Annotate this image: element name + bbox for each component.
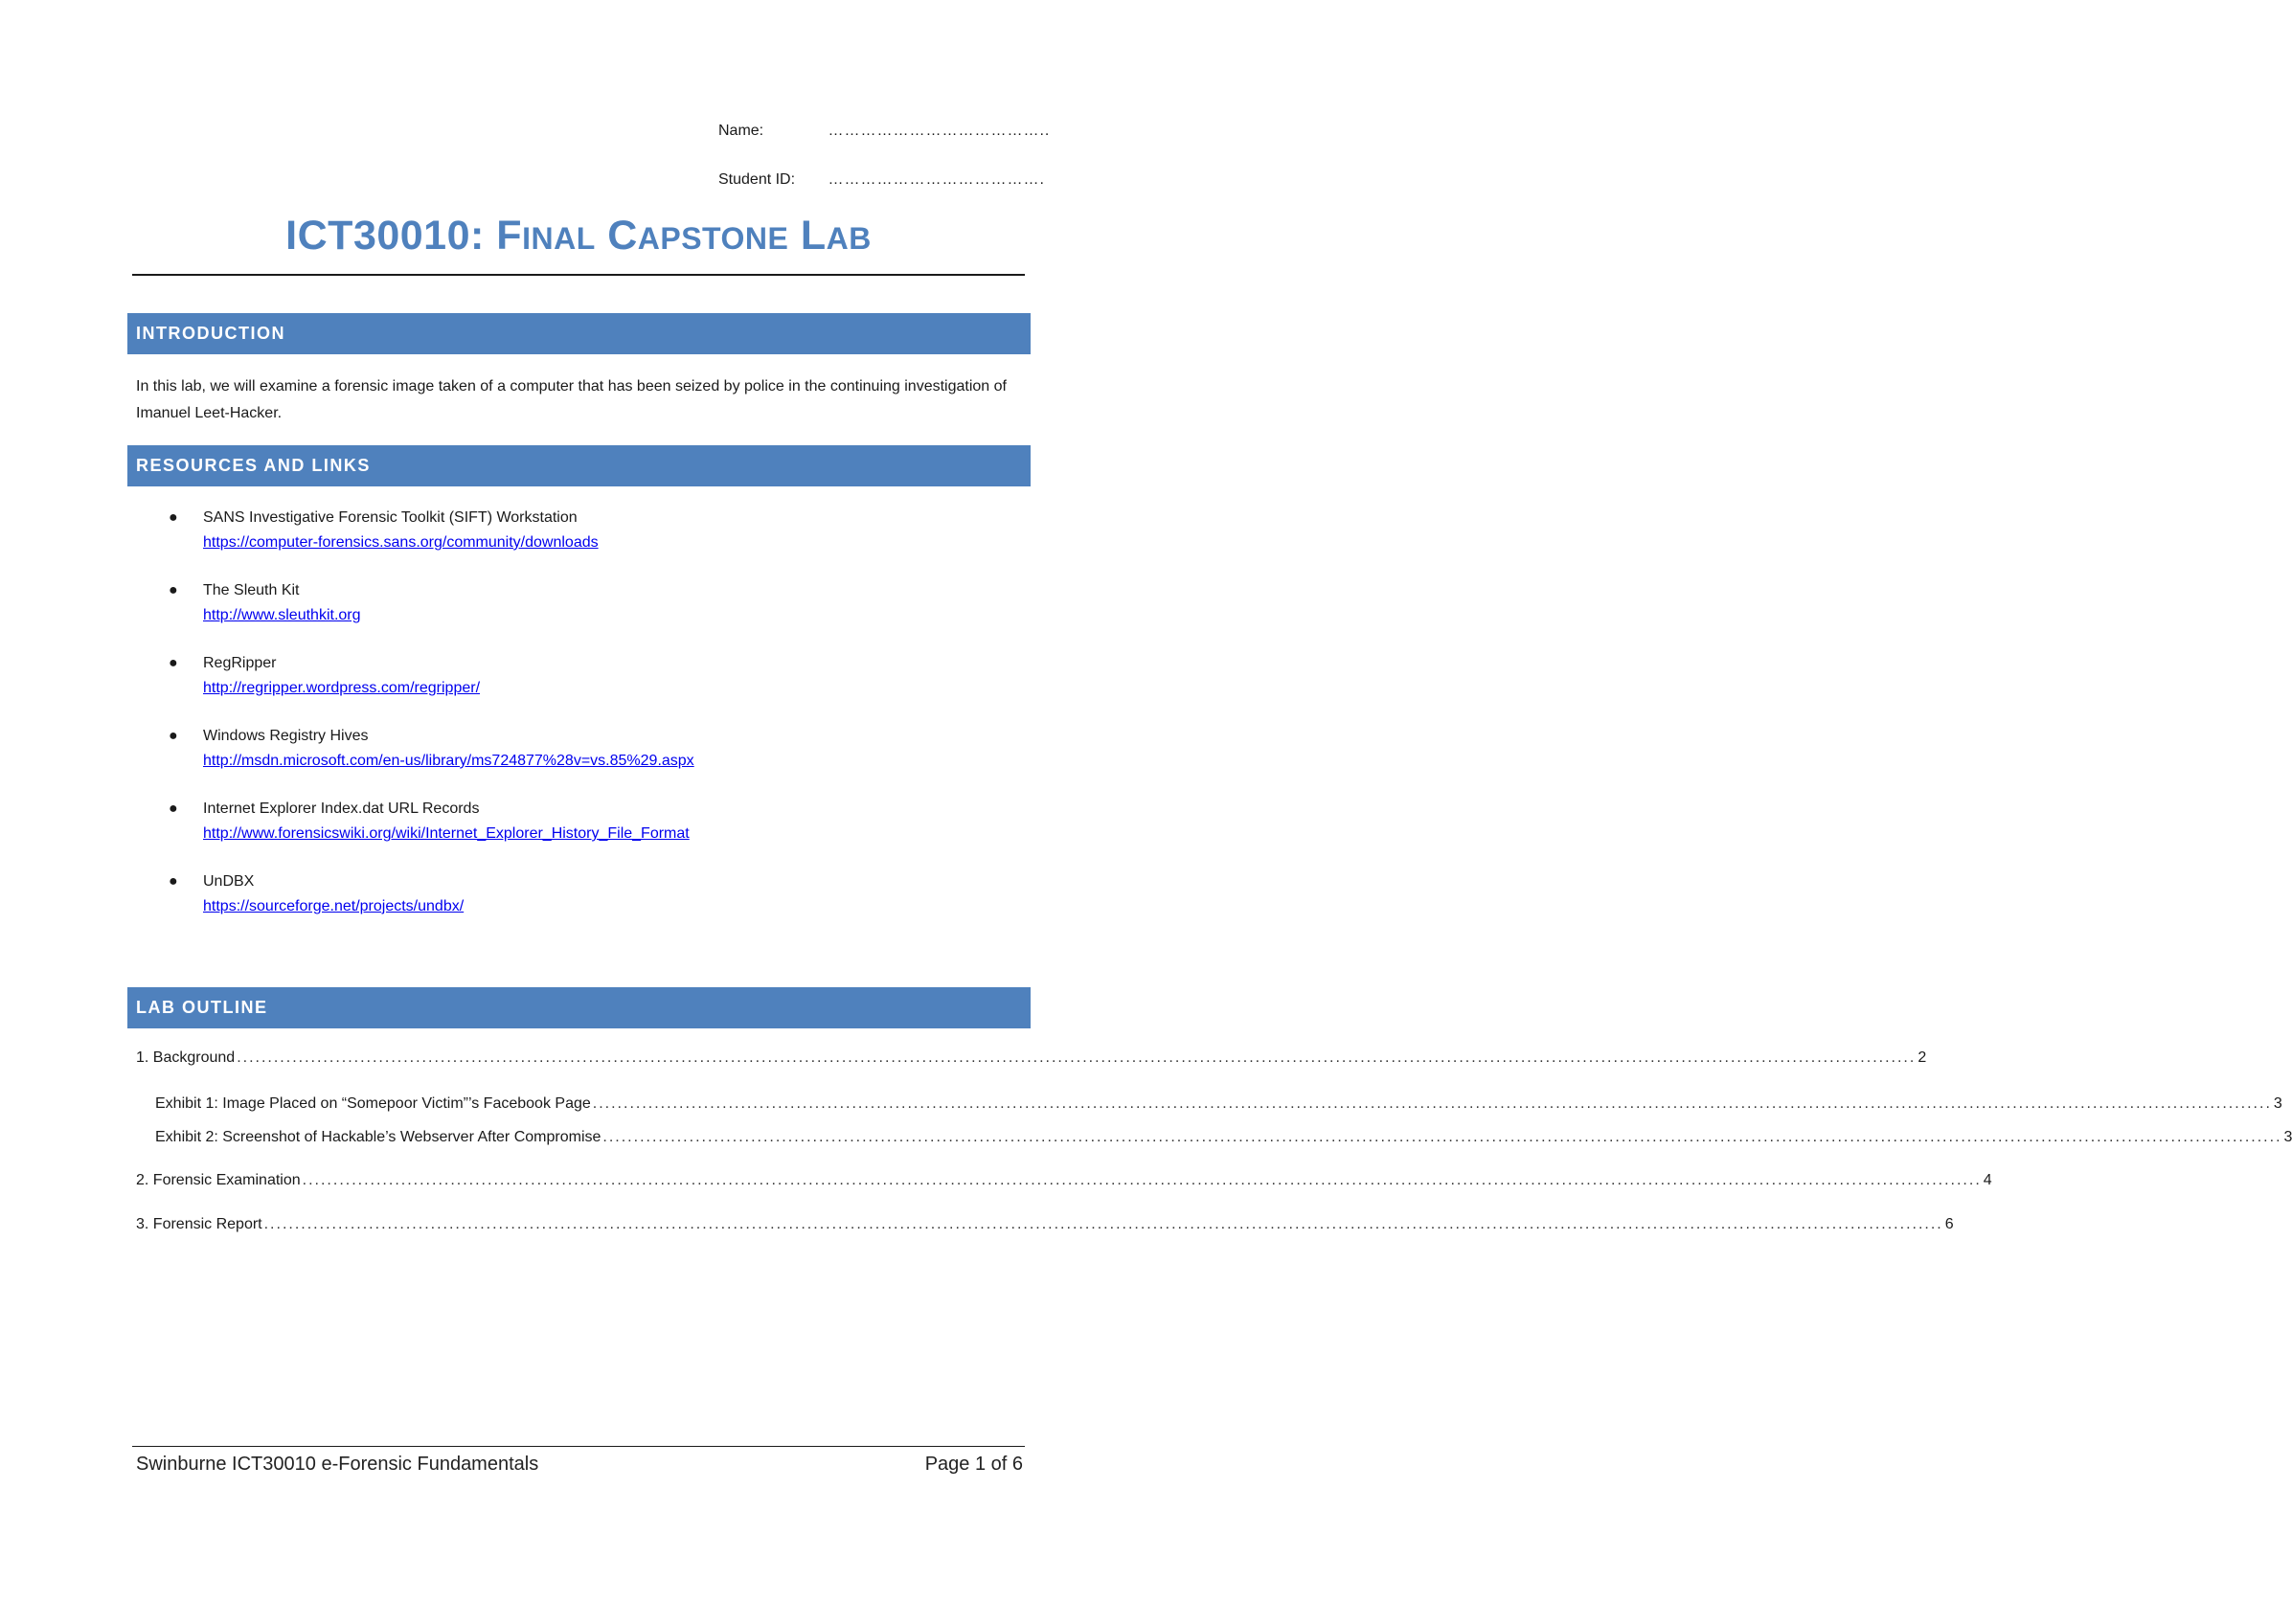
resource-link[interactable]: https://computer-forensics.sans.org/community/downloads [203, 534, 599, 551]
resource-link[interactable]: http://www.sleuthkit.org [203, 607, 361, 623]
toc-page-number: 2 [1918, 1049, 1927, 1066]
resource-item [136, 869, 1027, 942]
resource-item [136, 724, 1027, 797]
toc-entry-exhibit-2[interactable]: Exhibit 2: Screenshot of Hackable’s Webserver After Compromise ................................................................................................................................................................................................................................................................................ 3 [155, 1127, 1019, 1148]
resource-item [136, 506, 1027, 578]
introduction-paragraph: In this lab, we will examine a forensic image taken of a computer that has been seized by police in the continuing investigation of Imanuel Leet-Hacker. [136, 378, 1007, 421]
name-value: ………………………………….. [828, 123, 1051, 139]
resource-name: UnDBX [203, 873, 255, 890]
toc-page-number: 3 [2283, 1129, 2292, 1145]
toc-entry-background[interactable]: 1. Background ................................................................................................................................................................................................................................................................................ 2 [136, 1048, 1019, 1069]
resource-link[interactable]: http://regripper.wordpress.com/regripper/ [203, 680, 481, 696]
resource-name: SANS Investigative Forensic Toolkit (SIFT) Workstation [203, 509, 578, 526]
toc-page-number: 4 [1983, 1172, 1992, 1188]
resource-name: The Sleuth Kit [203, 582, 300, 598]
resource-item [136, 651, 1027, 724]
toc-leader: ................................................................................................................................................................................................................................................................................ [602, 1129, 2282, 1145]
resource-item [136, 578, 1027, 651]
toc-entry-forensic-examination[interactable]: 2. Forensic Examination ................................................................................................................................................................................................................................................................................ 4 [136, 1170, 1019, 1191]
toc-leader: ................................................................................................................................................................................................................................................................................ [237, 1049, 1917, 1066]
title-divider [132, 274, 1025, 276]
bullet-icon: ● [169, 801, 178, 817]
student-id-field [718, 171, 1045, 189]
resource-link[interactable]: https://sourceforge.net/projects/undbx/ [203, 898, 465, 914]
resource-link[interactable]: http://www.forensicswiki.org/wiki/Internet_Explorer_History_File_Format [203, 825, 690, 842]
student-id-value: …………………………………. [828, 171, 1045, 188]
toc-entry-exhibit-1[interactable]: Exhibit 1: Image Placed on “Somepoor Victim”’s Facebook Page ................................................................................................................................................................................................................................................................................ 3 [155, 1094, 1019, 1115]
resource-item [136, 797, 1027, 869]
resources-list [136, 506, 1027, 942]
bullet-icon: ● [169, 728, 178, 744]
toc-leader: ................................................................................................................................................................................................................................................................................ [263, 1216, 1943, 1232]
bullet-icon: ● [169, 655, 178, 671]
bullet-icon: ● [169, 509, 178, 526]
section-header-resources: RESOURCES AND LINKS [127, 445, 1031, 486]
document-title [132, 211, 1025, 263]
section-header-introduction: INTRODUCTION [127, 313, 1031, 354]
toc-leader: ................................................................................................................................................................................................................................................................................ [302, 1172, 1982, 1188]
name-label: Name: [718, 123, 764, 139]
resource-name: Windows Registry Hives [203, 728, 369, 744]
footer-course-title: Swinburne ICT30010 e-Forensic Fundamentals [136, 1454, 539, 1475]
toc-leader: ................................................................................................................................................................................................................................................................................ [592, 1095, 2272, 1112]
toc-page-number: 6 [1944, 1216, 1954, 1232]
bullet-icon: ● [169, 582, 178, 598]
section-header-lab-outline: LAB OUTLINE [127, 987, 1031, 1028]
title-word-capstone: CAPSTONE [607, 213, 789, 259]
toc-page-number: 3 [2273, 1095, 2282, 1112]
name-field [718, 123, 1050, 140]
resource-link[interactable]: http://msdn.microsoft.com/en-us/library/ms724877%28v=vs.85%29.aspx [203, 753, 694, 769]
title-word-lab: LAB [800, 213, 872, 259]
bullet-icon: ● [169, 873, 178, 890]
resource-name: Internet Explorer Index.dat URL Records [203, 801, 480, 817]
footer-divider [132, 1446, 1025, 1447]
toc-entry-forensic-report[interactable]: 3. Forensic Report ................................................................................................................................................................................................................................................................................ 6 [136, 1214, 1019, 1235]
student-id-label: Student ID: [718, 171, 796, 188]
footer-page-number: Page 1 of 6 [924, 1454, 1023, 1475]
resource-name: RegRipper [203, 655, 277, 671]
title-code: ICT30010: [285, 213, 485, 259]
title-word-final: FINAL [496, 213, 596, 259]
